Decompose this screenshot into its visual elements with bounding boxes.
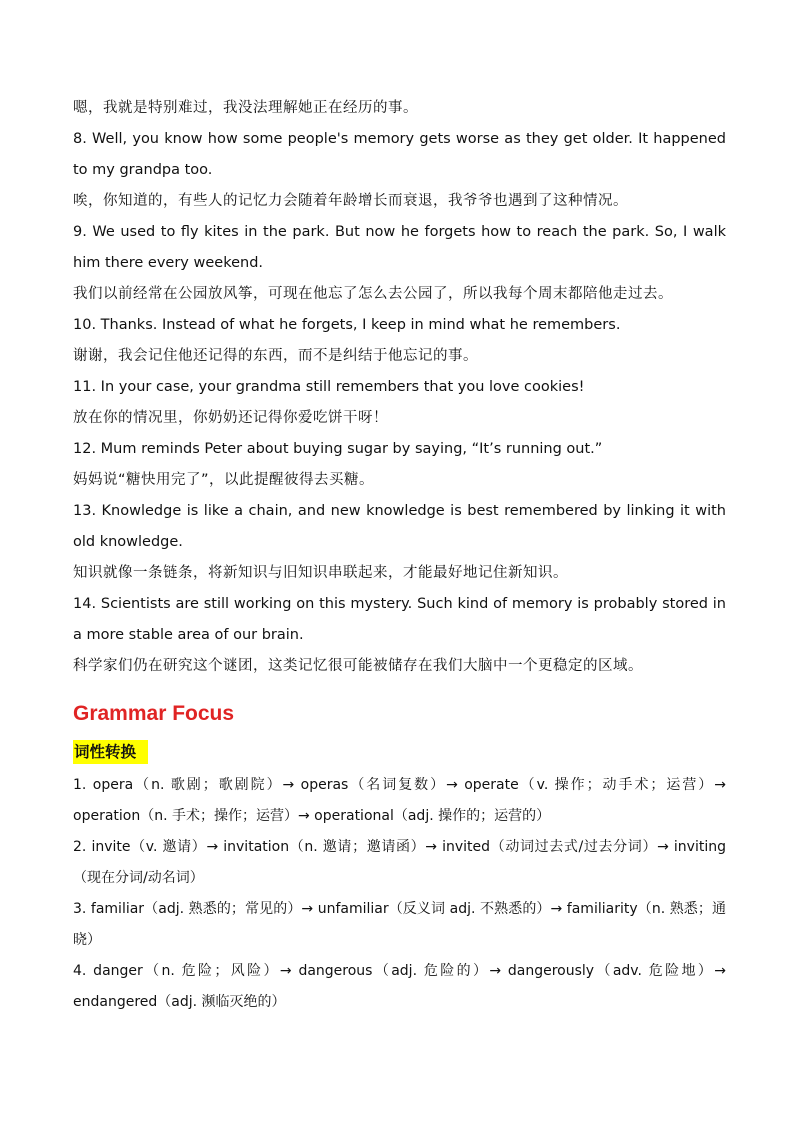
translation-line-8: 唉，你知道的，有些人的记忆力会随着年龄增长而衰退，我爷爷也遇到了这种情况。 [73, 193, 628, 209]
translation-line-13: 知识就像一条链条，将新知识与旧知识串联起来，才能最好地记住新知识。 [73, 565, 568, 581]
translation-line-12: 妈妈说“糖快用完了”，以此提醒彼得去买糖。 [73, 472, 375, 488]
word-family-item-2: 2. invite（v. 邀请）→ invitation（n. 邀请；邀请函）→ invited（动词过去式/过去分词）→ inviting（现在分词/动名词） [73, 839, 726, 886]
translation-line-11: 放在你的情况里，你奶奶还记得你爱吃饼干呀！ [73, 410, 388, 426]
grammar-focus-heading: Grammar Focus [73, 702, 235, 725]
dialogue-line-13: 13. Knowledge is like a chain, and new knowledge is best remembered by linking it with old knowledge. [73, 503, 726, 550]
subheading-row [73, 736, 726, 766]
dialogue-line-10: 10. Thanks. Instead of what he forgets, I keep in mind what he remembers. [73, 317, 621, 333]
word-family-item-4: 4. danger（n. 危险；风险）→ dangerous（adj. 危险的）→ dangerously（adv. 危险地）→ endangered（adj. 濒临灭绝的） [73, 963, 726, 1010]
translation-line: 嗯，我就是特别难过，我没法理解她正在经历的事。 [73, 100, 418, 116]
translation-line-14: 科学家们仍在研究这个谜团，这类记忆很可能被储存在我们大脑中一个更稳定的区域。 [73, 658, 643, 674]
dialogue-section [73, 93, 726, 1018]
dialogue-line-11: 11. In your case, your grandma still remembers that you love cookies! [73, 379, 585, 395]
translation-line-9: 我们以前经常在公园放风筝，可现在他忘了怎么去公园了，所以我每个周末都陪他走过去。 [73, 286, 673, 302]
dialogue-line-8: 8. Well, you know how some people's memory gets worse as they get older. It happened to my grandpa too. [73, 131, 726, 178]
word-family-item-3: 3. familiar（adj. 熟悉的；常见的）→ unfamiliar（反义词 adj. 不熟悉的）→ familiarity（n. 熟悉；通晓） [73, 901, 726, 948]
dialogue-line-12: 12. Mum reminds Peter about buying sugar by saying, “It’s running out.” [73, 441, 603, 457]
dialogue-line-9: 9. We used to fly kites in the park. But now he forgets how to reach the park. So, I walk him there every weekend. [73, 224, 726, 271]
word-family-item-1: 1. opera（n. 歌剧；歌剧院）→ operas（名词复数）→ operate（v. 操作；动手术；运营）→ operation（n. 手术；操作；运营）→ operational（adj. 操作的；运营的） [73, 777, 726, 824]
dialogue-line-14: 14. Scientists are still working on this mystery. Such kind of memory is probably stored in a more stable area of our brain. [73, 596, 726, 643]
word-conversion-subheading: 词性转换 [73, 740, 148, 764]
translation-line-10: 谢谢，我会记住他还记得的东西，而不是纠结于他忘记的事。 [73, 348, 478, 364]
